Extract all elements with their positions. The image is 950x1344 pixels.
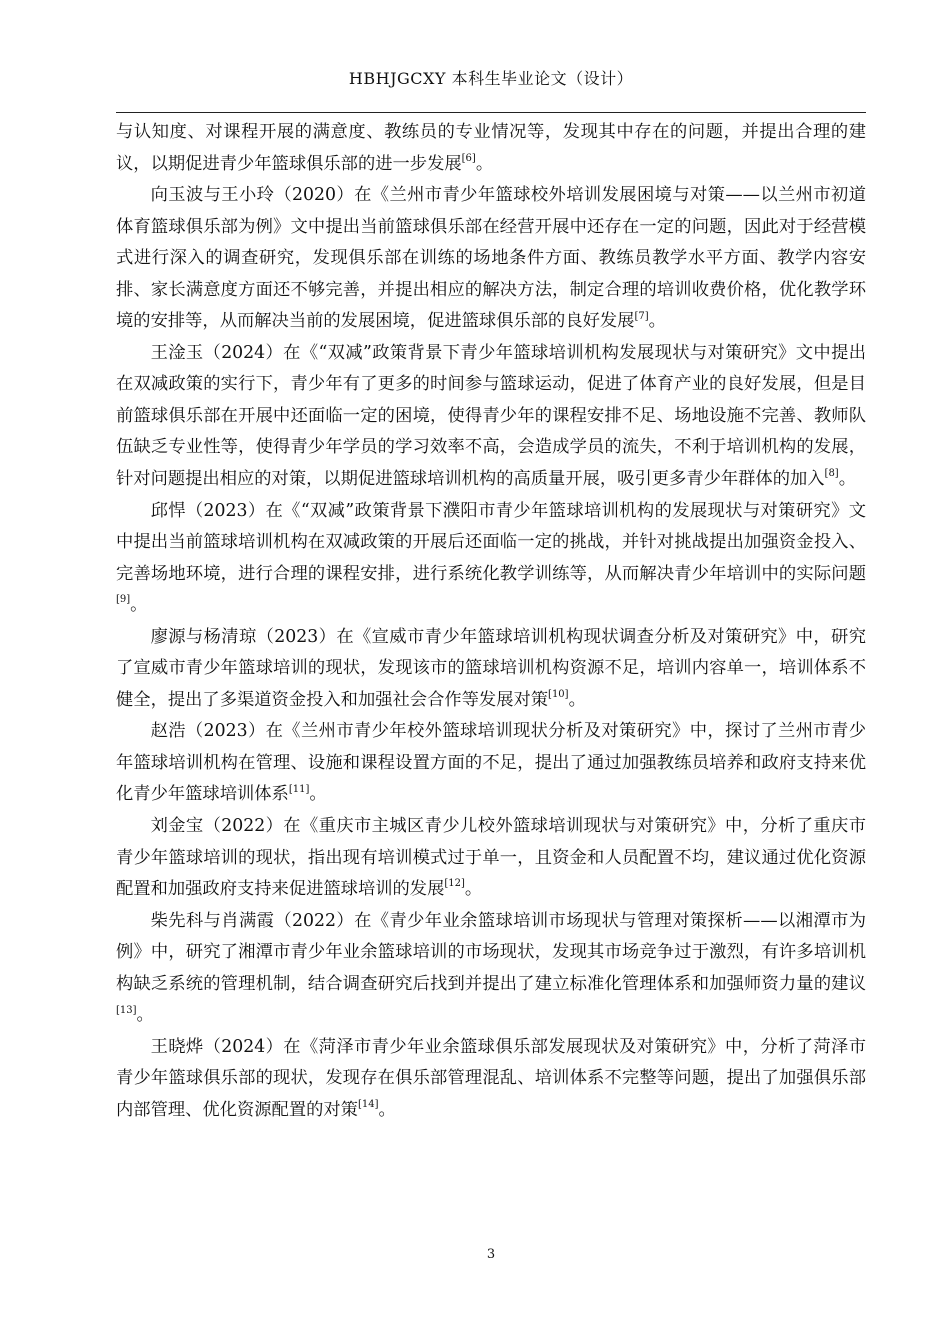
citation-ref: [12] [444, 878, 465, 890]
paragraph-1 [116, 117, 866, 180]
paragraph-8 [116, 906, 866, 1032]
sentence-end: 。 [309, 784, 327, 805]
citation-ref: [9] [116, 594, 131, 606]
sentence-end: 。 [130, 595, 148, 616]
paragraph-3 [116, 338, 866, 496]
header-divider [116, 112, 866, 113]
sentence-end: 。 [475, 153, 494, 174]
paragraph-4 [116, 496, 866, 622]
paragraph-text: 刘金宝（2022）在《重庆市主城区青少儿校外篮球培训现状与对策研究》中，分析了重庆市青少年篮球培训的现状，指出现有培训模式过于单一，且资金和人员配置不均，建议通过优化资源配置和加强政府支持来促进篮球培训的发展 [116, 816, 866, 900]
sentence-end: 。 [838, 469, 857, 490]
citation-ref: [7] [634, 310, 649, 322]
sentence-end: 。 [378, 1099, 396, 1120]
paragraph-text: 王晓烨（2024）在《菏泽市青少年业余篮球俱乐部发展现状及对策研究》中，分析了菏泽市青少年篮球俱乐部的现状，发现存在俱乐部管理混乱、培训体系不完整等问题，提出了加强俱乐部内部管理、优化资源配置的对策 [116, 1036, 866, 1120]
paragraph-7 [116, 811, 866, 906]
sentence-end: 。 [568, 689, 586, 710]
paragraph-text: 廖源与杨清琼（2023）在《宣威市青少年篮球培训机构现状调查分析及对策研究》中，研究了宣威市青少年篮球培训的现状，发现该市的篮球培训机构资源不足，培训内容单一，培训体系不健全，提出了多渠道资金投入和加强社会合作等发展对策 [116, 626, 866, 710]
body-text [116, 117, 866, 1127]
paragraph-text: 向玉波与王小玲（2020）在《兰州市青少年篮球校外培训发展困境与对策——以兰州市初道体育篮球俱乐部为例》文中提出当前篮球俱乐部在经营开展中还存在一定的问题，因此对于经营模式进行深入的调查研究，发现俱乐部在训练的场地条件方面、教练员教学水平方面、教学内容安排、家长满意度方面还不够完善，并提出相应的解决方法，制定合理的培训收费价格，优化教学环境的安排等，从而解决当前的发展困境，促进篮球俱乐部的良好发展 [116, 185, 866, 332]
paragraph-9 [116, 1032, 866, 1127]
paragraph-6 [116, 716, 866, 811]
paragraph-text: 王淦玉（2024）在《“双减”政策背景下青少年篮球培训机构发展现状与对策研究》文中提出在双减政策的实行下，青少年有了更多的时间参与篮球运动，促进了体育产业的良好发展，但是目前篮球俱乐部在开展中还面临一定的困境，使得青少年的课程安排不足、场地设施不完善、教师队伍缺乏专业性等，使得青少年学员的学习效率不高，会造成学员的流失，不利于培训机构的发展，针对问题提出相应的对策，以期促进篮球培训机构的高质量开展，吸引更多青少年群体的加入 [116, 342, 866, 490]
paragraph-5 [116, 622, 866, 717]
citation-ref: [6] [461, 152, 476, 164]
citation-ref: [13] [116, 1004, 137, 1016]
citation-ref: [8] [824, 468, 839, 480]
paragraph-2 [116, 180, 866, 338]
citation-ref: [10] [548, 689, 569, 701]
page-number: 3 [486, 1247, 496, 1262]
sentence-end: 。 [464, 879, 483, 900]
page-header: HBHJGCXY 本科生毕业论文（设计） [348, 69, 634, 88]
citation-ref: [11] [288, 783, 310, 795]
paragraph-text: 邱悍（2023）在《“双减”政策背景下濮阳市青少年篮球培训机构的发展现状与对策研究》文中提出当前篮球培训机构在双减政策的开展后还面临一定的挑战，并针对挑战提出加强资金投入、完善场地环境，进行合理的课程安排，进行系统化教学训练等，从而解决青少年培训中的实际问题 [116, 500, 866, 584]
sentence-end: 。 [648, 311, 666, 332]
paragraph-text: 与认知度、对课程开展的满意度、教练员的专业情况等，发现其中存在的问题，并提出合理的建议，以期促进青少年篮球俱乐部的进一步发展 [116, 122, 866, 174]
paragraph-text: 赵浩（2023）在《兰州市青少年校外篮球培训现状分析及对策研究》中，探讨了兰州市青少年篮球培训机构在管理、设施和课程设置方面的不足，提出了通过加强教练员培养和政府支持来优化青少年篮球培训体系 [116, 721, 866, 805]
paragraph-text: 柴先科与肖满霞（2022）在《青少年业余篮球培训市场现状与管理对策探析——以湘潭市为例》中，研究了湘潭市青少年业余篮球培训的市场现状，发现其市场竞争过于激烈，有许多培训机构缺乏系统的管理机制，结合调查研究后找到并提出了建立标准化管理体系和加强师资力量的建议 [116, 910, 866, 994]
sentence-end: 。 [136, 1005, 154, 1026]
citation-ref: [14] [357, 1099, 379, 1111]
